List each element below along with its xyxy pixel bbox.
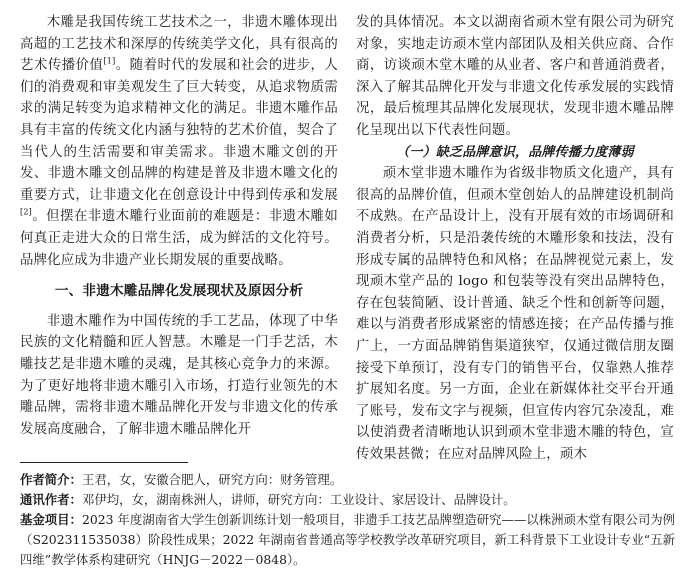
section-paragraph: 非遗木雕作为中国传统的手工艺品，体现了中华民族的文化精髓和匠人智慧。木雕是一门手艺活，木雕技艺是非遗木雕的灵魂，是其核心竞争力的来源。为了更好地将非遗木雕引入市场，打造行业领先的木雕品牌，需将非遗木雕品牌化开发与非遗文化的传承发展高度融合，了解非遗木雕品牌化开 <box>20 313 338 437</box>
subsection-title: （一）缺乏品牌意识，品牌传播力度薄弱 <box>396 144 634 160</box>
citation-2: [2] <box>20 207 32 217</box>
intro-paragraph: 木雕是我国传统工艺技术之一，非遗木雕体现出高超的工艺技术和深厚的传统美学文化，具有很高的艺术传播价值[1]。随着时代的发展和社会的进步，人们的消费观和审美观发生了巨大转变，从追求物质需求的满足转变为追求精神文化的满足。非遗木雕作品具有丰富的传统文化内涵与独特的艺术价值，契合了当代人的生活需要和审美需求。非遗木雕文创的开发、非遗木雕文创品牌的构建是普及非遗木雕文化的重要方式，让非遗文化在创意设计中得到传承和发展[2]。但摆在非遗木雕行业面前的难题是：非遗木雕如何真正走进大众的日常生活，成为鲜活的文化符号。品牌化应成为非遗产业长期发展的重要战略。 <box>20 15 339 268</box>
footnote-divider <box>20 462 188 463</box>
continued-paragraph: 发的具体情况。本文以湖南省顽木堂有限公司为研究对象，实地走访顽木堂内部团队及相关供应商、合作商，访谈顽木堂木雕的从业者、客户和普通消费者，深入了解其品牌化开发与非遗文化传承发展的实践情况，最后梳理其品牌化发展现状，发现非遗木雕品牌化呈现出以下代表性问题。 <box>356 15 674 138</box>
right-column <box>356 12 674 465</box>
footnotes <box>20 470 675 570</box>
subsection-paragraph: 顽木堂非遗木雕作为省级非物质文化遗产，具有很高的品牌价值，但顽木堂创始人的品牌建设机制尚不成熟。在产品设计上，没有开展有效的市场调研和消费者分析，只是沿袭传统的木雕形象和技法，没有形成专属的品牌特色和风格；在品牌视觉元素上，发现顽木堂产品的 logo 和包装等没有突出品牌特色，存在包装简陋、设计普通、缺乏个性和创新等问题，难以与消费者形成紧密的情感连接；在产品传播与推广上，一方面品牌销售渠道狭窄，仅通过微信朋友圈接受下单预订，没有专门的销售平台，仅靠熟人推荐扩展知名度。另一方面，企业在新媒体社交平台开通了账号，发布文字与视频，但宣传内容冗杂凌乱，难以使消费者清晰地认识到顽木堂非遗木雕的特色，宣传效果甚微；在应对品牌风险上，顽木 <box>356 166 674 462</box>
funding-note: 基金项目：2023 年度湖南省大学生创新训练计划一般项目，非遗手工技艺品牌塑造研究——以株洲顽木堂有限公司为例（S202311535038）阶段性成果；2022 年湖南省普通高等学校教学改革研究项目，新工科背景下工业设计专业“五新四维”教学体系构建研究（HNJG－2022－0848）。 <box>20 512 676 567</box>
left-column <box>20 12 338 440</box>
section-title: 一、非遗木雕品牌化发展现状及原因分析 <box>54 283 304 300</box>
citation-1: [1] <box>103 56 116 66</box>
author-note: 作者简介：王君，女，安徽合肥人，研究方向：财务管理。 <box>20 472 343 487</box>
corresponding-author-note: 通讯作者：邓伊均，女，湖南株洲人，讲师，研究方向：工业设计、家居设计、品牌设计。 <box>20 492 516 507</box>
